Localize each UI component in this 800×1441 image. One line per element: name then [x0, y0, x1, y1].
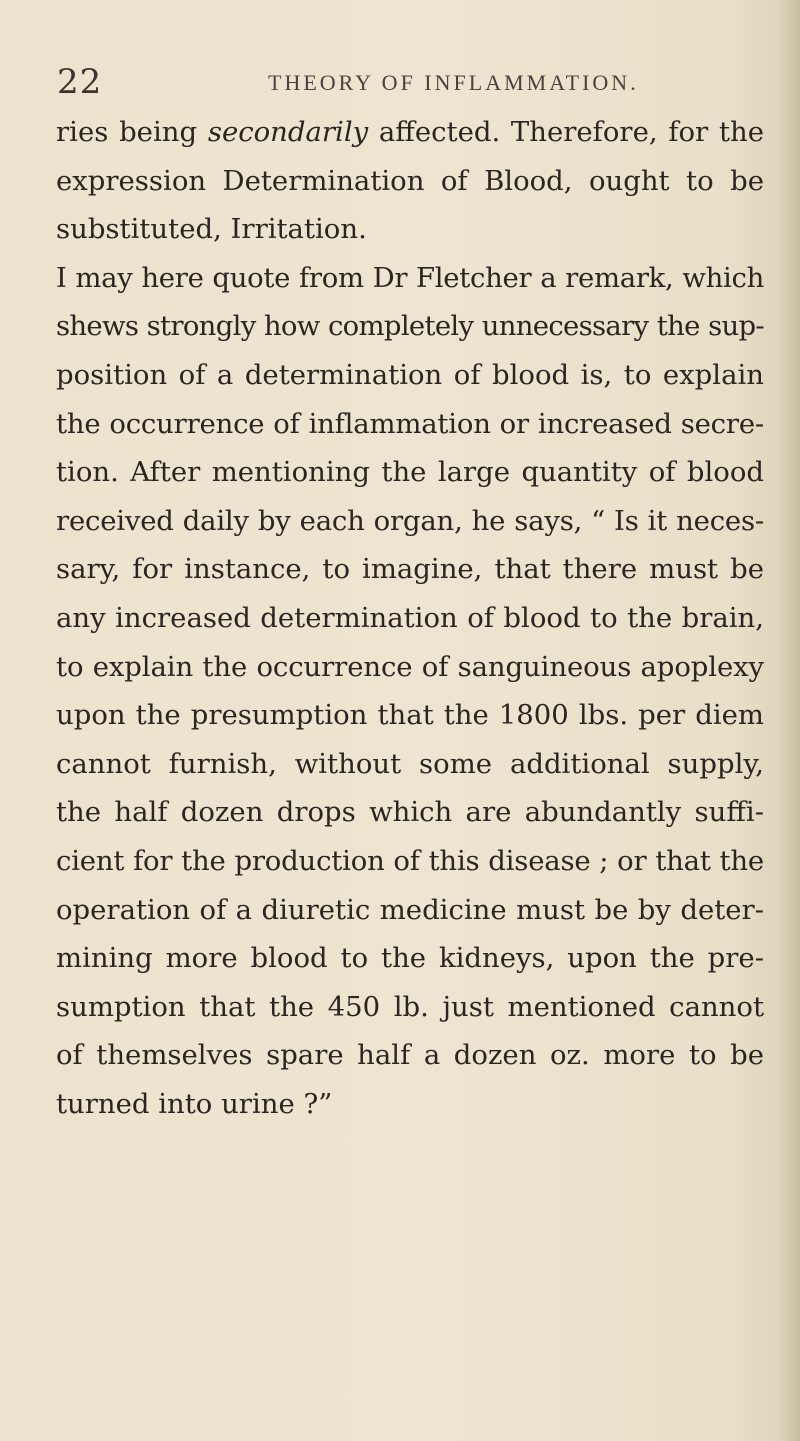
- text-line: tion. After mentioning the large quantity of blood: [56, 456, 764, 489]
- text-line: upon the presumption that the 1800 lbs. per diem: [56, 699, 764, 732]
- text-line: I may here quote from Dr Fletcher a remark, which: [56, 261, 764, 294]
- page-edge-shadow: [778, 0, 800, 1441]
- paragraph-1: [56, 108, 764, 254]
- paragraph-2: [56, 254, 764, 1129]
- text-line: operation of a diuretic medicine must be by deter-: [56, 893, 764, 926]
- text-line: shews strongly how completely unnecessary the sup-: [56, 310, 764, 343]
- text-line: sumption that the 450 lb. just mentioned cannot: [56, 990, 764, 1023]
- text-line: turned into urine ?”: [56, 1087, 333, 1120]
- text-line: cannot furnish, without some additional supply,: [56, 747, 764, 780]
- text-line: any increased determination of blood to the brain,: [56, 601, 764, 634]
- text-run: ries being: [56, 116, 208, 148]
- italic-word: secondarily: [207, 116, 369, 148]
- text-line: substituted, Irritation.: [56, 213, 367, 246]
- text-line: received daily by each organ, he says, “ Is it neces-: [56, 504, 764, 537]
- text-line: sary, for instance, to imagine, that there must be: [56, 553, 764, 586]
- text-line: the half dozen drops which are abundantly suffi-: [56, 796, 764, 829]
- text-line: position of a determination of blood is, to explain: [56, 358, 764, 391]
- text-line: expression Determination of Blood, ought to be: [56, 164, 764, 197]
- page-number: 22: [57, 62, 103, 102]
- body-text: [56, 108, 764, 1128]
- text-line: the occurrence of inflammation or increased secre-: [56, 407, 764, 440]
- text-line: to explain the occurrence of sanguineous apoplexy: [56, 650, 764, 683]
- text-line: mining more blood to the kidneys, upon the pre-: [56, 942, 764, 975]
- running-head: THEORY OF INFLAMMATION.: [268, 70, 639, 95]
- text-run: affected. Therefore, for the: [368, 116, 764, 148]
- text-line: [56, 108, 764, 157]
- text-line: cient for the production of this disease ; or that the: [56, 844, 764, 877]
- text-line: of themselves spare half a dozen oz. more to be: [56, 1039, 764, 1072]
